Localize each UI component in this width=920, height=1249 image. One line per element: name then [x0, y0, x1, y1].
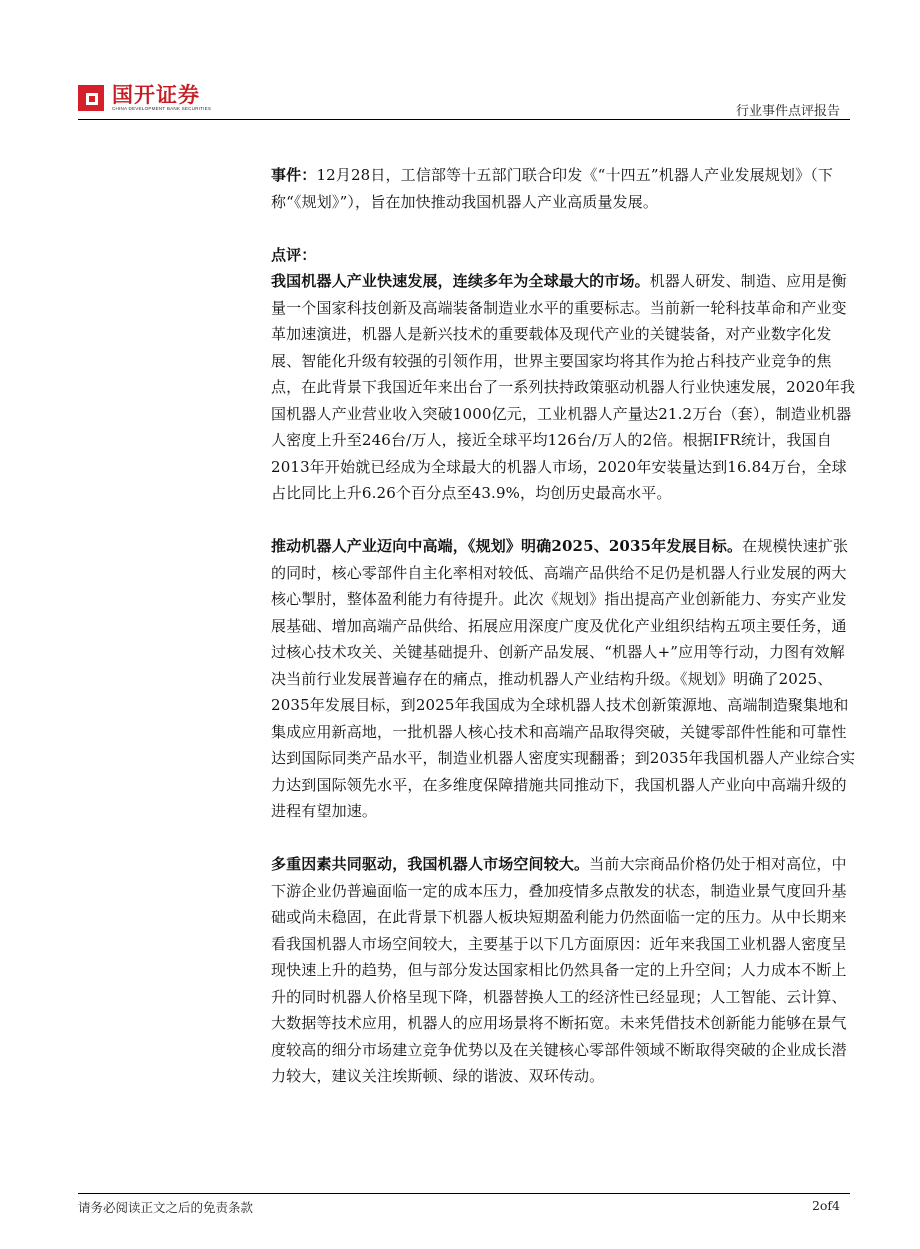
header-divider: [78, 119, 850, 120]
event-paragraph: [271, 162, 858, 215]
paragraph-lead: 推动机器人产业迈向中高端，《规划》明确2025、2035年发展目标。: [271, 537, 743, 555]
disclaimer-note: 请务必阅读正文之后的免责条款: [78, 1200, 254, 1215]
paragraph-text: 在规模快速扩张的同时，核心零部件自主化率相对较低、高端产品供给不足仍是机器人行业发展的两大核心掣肘，整体盈利能力有待提升。此次《规划》指出提高产业创新能力、夯实产业发展基础、增加高端产品供给、拓展应用深度广度及优化产业组织结构五项主要任务，通过核心技术攻关、关键基础提升、创新产品发展、“机器人+”应用等行动，力图有效解决当前行业发展普遍存在的痛点，推动机器人产业结构升级。《规划》明确了2025、2035年发展目标，到2025年我国成为全球机器人技术创新策源地、高端制造聚集地和集成应用新高地，一批机器人核心技术和高端产品取得突破，关键零部件性能和可靠性达到国际同类产品水平，制造业机器人密度实现翻番；到2035年我国机器人产业综合实力达到国际领先水平，在多维度保障措施共同推动下，我国机器人产业向中高端升级的进程有望加速。: [271, 537, 856, 820]
event-text: 12月28日，工信部等十五部门联合印发《“十四五”机器人产业发展规划》（下称“《规划》”），旨在加快推动我国机器人产业高质量发展。: [271, 166, 834, 211]
comment-label: 点评：: [271, 245, 317, 264]
logo-name-en: CHINA DEVELOPMENT BANK SECURITIES: [112, 106, 212, 111]
report-type: 行业事件点评报告: [735, 104, 840, 119]
paragraph-plan-goals: [271, 533, 858, 825]
paragraph-market: [271, 268, 858, 507]
logo-mark-icon: [78, 85, 104, 111]
paragraph-text: 机器人研发、制造、应用是衡量一个国家科技创新及高端装备制造业水平的重要标志。当前新一轮科技革命和产业变革加速演进，机器人是新兴技术的重要载体及现代产业的关键装备，对产业数字化发展、智能化升级有较强的引领作用，世界主要国家均将其作为抢占科技产业竞争的焦点，在此背景下我国近年来出台了一系列扶持政策驱动机器人行业快速发展，2020年我国机器人产业营业收入突破1000亿元，工业机器人产量达21.2万台（套），制造业机器人密度上升至246台/万人，接近全球平均126台/万人的2倍。根据IFR统计，我国自2013年开始就已经成为全球最大的机器人市场，2020年安装量达到16.84万台，全球占比同比上升6.26个百分点至43.9%，均创历史最高水平。: [271, 272, 856, 502]
paragraph-text: 当前大宗商品价格仍处于相对高位，中下游企业仍普遍面临一定的成本压力，叠加疫情多点散发的状态，制造业景气度回升基础或尚未稳固，在此背景下机器人板块短期盈利能力仍然面临一定的压力。从中长期来看我国机器人市场空间较大，主要基于以下几方面原因：近年来我国工业机器人密度呈现快速上升的趋势，但与部分发达国家相比仍然具备一定的上升空间；人力成本不断上升的同时机器人价格呈现下降，机器替换人工的经济性已经显现；人工智能、云计算、大数据等技术应用，机器人的应用场景将不断拓宽。未来凭借技术创新能力能够在景气度较高的细分市场建立竞争优势以及在关键核心零部件领域不断取得突破的企业成长潜力较大，建议关注埃斯顿、绿的谐波、双环传动。: [271, 855, 847, 1085]
report-body: [271, 162, 858, 1090]
logo-name-cn: 国开证券: [112, 83, 200, 107]
paragraph-drivers: [271, 851, 858, 1090]
event-label: 事件：: [271, 166, 317, 184]
company-logo: [78, 84, 211, 112]
page-number: 2of4: [811, 1198, 840, 1213]
paragraph-lead: 多重因素共同驱动，我国机器人市场空间较大。: [271, 855, 590, 873]
paragraph-lead: 我国机器人产业快速发展，连续多年为全球最大的市场。: [271, 272, 650, 290]
footer-divider: [78, 1193, 850, 1194]
